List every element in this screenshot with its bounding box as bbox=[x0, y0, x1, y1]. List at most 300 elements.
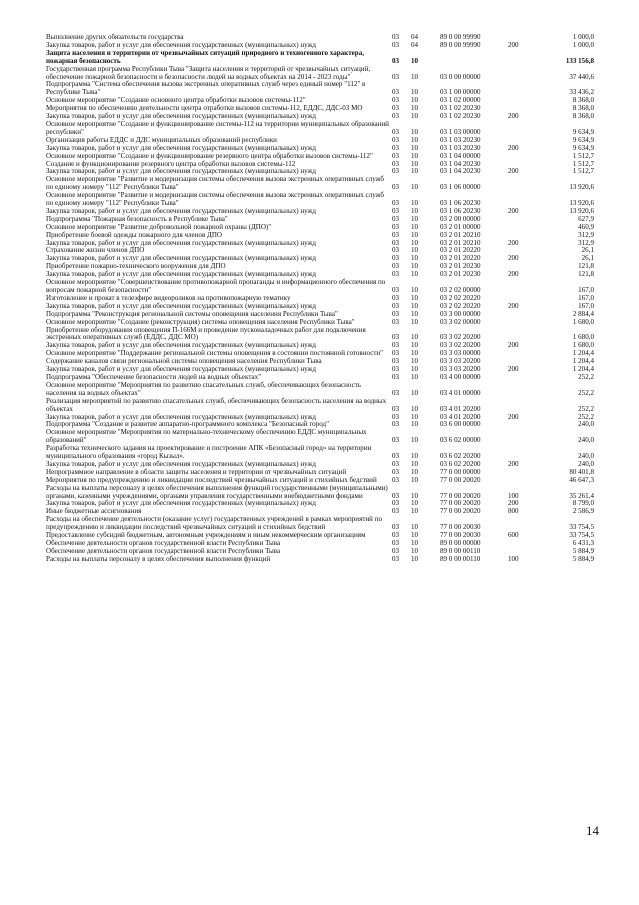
row-subsection: 10 bbox=[411, 246, 419, 255]
row-section: 03 bbox=[392, 72, 400, 81]
row-expense-type: 200 bbox=[508, 499, 519, 508]
row-section: 03 bbox=[392, 388, 400, 397]
row-subsection: 10 bbox=[411, 238, 419, 247]
row-subsection: 04 bbox=[411, 40, 419, 49]
row-subsection: 10 bbox=[411, 436, 419, 445]
row-expense-type: 200 bbox=[508, 238, 519, 247]
row-amount: 37 440,6 bbox=[569, 72, 594, 81]
table-row bbox=[46, 382, 594, 398]
row-section: 03 bbox=[392, 222, 400, 231]
table-row bbox=[46, 176, 594, 192]
row-name: Закупка товаров, работ и услуг для обеспечения государственных (муниципальных) нужд bbox=[46, 238, 316, 247]
row-name: Закупка товаров, работ и услуг для обеспечения государственных (муниципальных) нужд bbox=[46, 143, 316, 152]
row-subsection: 10 bbox=[411, 72, 419, 81]
row-name: Закупка товаров, работ и услуг для обеспечения государственных (муниципальных) нужд bbox=[46, 112, 316, 121]
row-name: Содержание каналов связи региональной системы оповещения населения Республики Тыва bbox=[46, 357, 322, 366]
row-amount: 26,1 bbox=[581, 246, 594, 255]
row-subsection: 10 bbox=[411, 467, 419, 476]
row-amount: 26,1 bbox=[581, 254, 594, 263]
row-expense-type bbox=[508, 97, 542, 105]
row-amount: 460,9 bbox=[578, 222, 594, 231]
row-subsection: 10 bbox=[411, 143, 419, 152]
row-section: 03 bbox=[392, 33, 400, 41]
row-expense-type bbox=[508, 319, 542, 327]
row-expense-type: 100 bbox=[508, 554, 519, 563]
row-amount: 35 261,4 bbox=[569, 491, 594, 500]
row-target-article: 03 6 02 20200 bbox=[440, 459, 481, 468]
row-name: Подпрограмма "Создание и развитие аппаратно-программного комплекса "Безопасный город" bbox=[46, 420, 329, 429]
row-section: 03 bbox=[392, 333, 400, 342]
row-expense-type bbox=[508, 50, 542, 66]
row-target-article: 03 1 02 20230 bbox=[440, 104, 481, 113]
row-expense-type: 200 bbox=[508, 167, 519, 176]
row-target-article: 03 2 01 20210 bbox=[440, 230, 481, 239]
row-section: 03 bbox=[392, 238, 400, 247]
row-section: 03 bbox=[392, 436, 400, 445]
row-target-article: 03 3 03 00000 bbox=[440, 349, 481, 358]
row-amount: 627,9 bbox=[578, 214, 594, 223]
row-name: Приобретение оборудования оповещения П-166М и проведение пусконаладочных работ для подключения экстренных оперативных служб (ЕДДС, ДДС МО) bbox=[46, 325, 366, 342]
row-section: 03 bbox=[392, 309, 400, 318]
row-section: 03 bbox=[392, 491, 400, 500]
row-amount: 312,9 bbox=[578, 238, 594, 247]
row-section: 03 bbox=[392, 112, 400, 121]
row-expense-type: 200 bbox=[508, 412, 519, 421]
row-amount: 312,9 bbox=[578, 230, 594, 239]
row-section: 03 bbox=[392, 286, 400, 294]
row-name: Основное мероприятие "Создание (реконструкция) системы оповещения населения Республики Тыва" bbox=[46, 317, 355, 326]
row-target-article: 03 6 02 20200 bbox=[440, 452, 481, 461]
row-target-article: 77 0 00 20030 bbox=[440, 523, 481, 532]
row-section: 03 bbox=[392, 554, 400, 563]
row-subsection: 10 bbox=[411, 372, 419, 381]
row-name: Подпрограмма "Пожарная безопасность в Республике Тыва" bbox=[46, 214, 228, 223]
row-amount: 5 884,9 bbox=[572, 546, 594, 555]
row-target-article: 77 0 00 20020 bbox=[440, 491, 481, 500]
table-row bbox=[46, 398, 594, 414]
row-target-article: 03 4 01 00000 bbox=[440, 388, 481, 397]
row-subsection: 10 bbox=[411, 254, 419, 263]
row-name: Подпрограмма "Система обеспечения вызова экстренных оперативных служб через единый номер "112" в Республике Тыва" bbox=[46, 80, 366, 97]
row-name: Создание и функционирование резервного центра обработки вызовов системы-112 bbox=[46, 159, 296, 168]
row-expense-type bbox=[508, 192, 542, 208]
row-section: 03 bbox=[392, 546, 400, 555]
row-target-article: 03 6 00 00000 bbox=[440, 420, 481, 429]
row-name: Закупка товаров, работ и услуг для обеспечения государственных (муниципальных) нужд bbox=[46, 206, 316, 215]
row-name: Закупка товаров, работ и услуг для обеспечения государственных (муниципальных) нужд bbox=[46, 499, 316, 508]
row-name: Организация работы ЕДДС и ДДС муниципальных образований республики bbox=[46, 135, 277, 144]
row-expense-type: 200 bbox=[508, 270, 519, 279]
row-section: 03 bbox=[392, 127, 400, 136]
row-name: Основное мероприятие "Поддержание региональной системы оповещения в состоянии постоянной готовности" bbox=[46, 349, 384, 358]
row-section: 03 bbox=[392, 56, 400, 65]
row-expense-type: 200 bbox=[508, 143, 519, 152]
row-section: 03 bbox=[392, 507, 400, 516]
row-name: Основное мероприятие "Создание и функционирование системы-112 на территории муниципальных образований республики" bbox=[46, 119, 389, 136]
row-section: 03 bbox=[392, 467, 400, 476]
row-target-article: 03 4 00 00000 bbox=[440, 372, 481, 381]
row-subsection: 10 bbox=[411, 301, 419, 310]
row-target-article: 77 0 00 00000 bbox=[440, 467, 481, 476]
row-amount: 1 680,0 bbox=[572, 333, 594, 342]
row-section: 03 bbox=[392, 159, 400, 168]
row-target-article: 03 3 02 20200 bbox=[440, 341, 481, 350]
row-section: 03 bbox=[392, 167, 400, 176]
row-amount: 13 920,6 bbox=[569, 206, 594, 215]
row-section: 03 bbox=[392, 531, 400, 540]
row-section: 03 bbox=[392, 539, 400, 547]
row-target-article: 03 2 01 20230 bbox=[440, 270, 481, 279]
row-amount: 1 204,4 bbox=[572, 349, 594, 358]
row-subsection: 10 bbox=[411, 459, 419, 468]
row-amount: 13 920,6 bbox=[569, 199, 594, 208]
row-subsection: 10 bbox=[411, 56, 419, 65]
row-subsection: 10 bbox=[411, 491, 419, 500]
row-subsection: 10 bbox=[411, 523, 419, 532]
row-subsection: 10 bbox=[411, 499, 419, 508]
row-target-article: 03 3 00 00000 bbox=[440, 309, 481, 318]
row-amount: 1 512,7 bbox=[572, 159, 594, 168]
row-target-article: 03 1 03 00000 bbox=[440, 127, 481, 136]
row-expense-type bbox=[508, 398, 542, 414]
row-expense-type: 200 bbox=[508, 112, 519, 121]
row-target-article: 03 1 00 00000 bbox=[440, 88, 481, 97]
row-target-article: 89 0 00 99990 bbox=[440, 33, 481, 41]
row-target-article: 03 1 03 20230 bbox=[440, 135, 481, 144]
row-subsection: 10 bbox=[411, 539, 419, 547]
row-section: 03 bbox=[392, 420, 400, 429]
row-amount: 121,8 bbox=[578, 270, 594, 279]
row-expense-type: 200 bbox=[508, 365, 519, 374]
row-name: Разработка технического задания на проектирование и построение АПК «Безопасный город» на территории муниципального образования «город Кызыл». bbox=[46, 444, 372, 461]
row-amount: 8 368,0 bbox=[572, 104, 594, 113]
row-expense-type bbox=[508, 216, 542, 224]
row-subsection: 10 bbox=[411, 333, 419, 342]
row-subsection: 10 bbox=[411, 420, 419, 429]
row-amount: 1 680,0 bbox=[572, 317, 594, 326]
table-row bbox=[46, 516, 594, 532]
row-expense-type bbox=[508, 350, 542, 358]
row-target-article: 03 2 02 20220 bbox=[440, 293, 481, 302]
row-target-article: 03 6 02 00000 bbox=[440, 436, 481, 445]
row-expense-type: 200 bbox=[508, 301, 519, 310]
row-section: 03 bbox=[392, 246, 400, 255]
row-section: 03 bbox=[392, 412, 400, 421]
row-target-article: 89 0 00 00110 bbox=[440, 554, 481, 563]
row-expense-type bbox=[508, 445, 542, 461]
row-amount: 9 634,9 bbox=[572, 135, 594, 144]
row-subsection: 10 bbox=[411, 230, 419, 239]
row-subsection: 10 bbox=[411, 88, 419, 97]
row-amount: 6 431,3 bbox=[572, 539, 594, 547]
row-name: Основное мероприятие "Развитие добровольной пожарной охраны (ДПО)" bbox=[46, 222, 272, 231]
table-row bbox=[46, 429, 594, 445]
row-section: 03 bbox=[392, 270, 400, 279]
row-section: 03 bbox=[392, 135, 400, 144]
row-target-article: 03 4 01 20200 bbox=[440, 404, 481, 413]
row-section: 03 bbox=[392, 104, 400, 113]
row-section: 03 bbox=[392, 301, 400, 310]
row-subsection: 10 bbox=[411, 317, 419, 326]
row-amount: 1 512,7 bbox=[572, 151, 594, 160]
row-target-article: 03 1 03 20230 bbox=[440, 143, 481, 152]
row-amount: 8 368,0 bbox=[572, 96, 594, 105]
row-target-article: 89 0 00 00000 bbox=[440, 539, 481, 547]
row-subsection: 10 bbox=[411, 404, 419, 413]
row-subsection: 10 bbox=[411, 222, 419, 231]
row-name: Закупка товаров, работ и услуг для обеспечения государственных (муниципальных) нужд bbox=[46, 412, 316, 421]
table-row bbox=[46, 121, 594, 137]
row-amount: 252,2 bbox=[578, 404, 594, 413]
row-section: 03 bbox=[392, 206, 400, 215]
row-target-article: 03 2 01 20210 bbox=[440, 238, 481, 247]
row-subsection: 10 bbox=[411, 412, 419, 421]
row-section: 03 bbox=[392, 214, 400, 223]
row-target-article: 03 1 04 00000 bbox=[440, 151, 481, 160]
row-expense-type bbox=[508, 374, 542, 382]
row-amount: 46 647,3 bbox=[569, 475, 594, 484]
row-target-article: 03 1 04 20230 bbox=[440, 159, 481, 168]
row-name: Закупка товаров, работ и услуг для обеспечения государственных (муниципальных) нужд bbox=[46, 270, 316, 279]
row-expense-type: 600 bbox=[508, 531, 519, 540]
row-target-article: 03 2 01 20220 bbox=[440, 246, 481, 255]
row-name: Подпрограмма "Реконструкция региональной системы оповещения населения Республики Тыва" bbox=[46, 309, 338, 318]
row-name: Обеспечение деятельности органов государственной власти Республики Тыва bbox=[46, 546, 281, 555]
row-target-article: 03 2 01 20220 bbox=[440, 254, 481, 263]
row-section: 03 bbox=[392, 96, 400, 105]
row-expense-type bbox=[508, 421, 542, 429]
row-expense-type bbox=[508, 176, 542, 192]
budget-table-body bbox=[46, 34, 594, 564]
row-target-article bbox=[440, 50, 508, 66]
row-section: 03 bbox=[392, 293, 400, 302]
row-section: 03 bbox=[392, 183, 400, 192]
table-row bbox=[46, 327, 594, 343]
row-name: Защита населения и территории от чрезвычайных ситуаций природного и техногенного характера, пожарная безопасность bbox=[46, 48, 365, 65]
row-expense-type bbox=[508, 311, 542, 319]
row-target-article: 03 3 02 20200 bbox=[440, 333, 481, 342]
row-target-article: 03 1 02 00000 bbox=[440, 96, 481, 105]
row-name: Подпрограмма "Обеспечение безопасности людей на водных объектах" bbox=[46, 372, 262, 381]
row-name: Основное мероприятие "Мероприятия по материально-техническому обеспечению ЕДДС муниципальных образований" bbox=[46, 428, 367, 445]
row-name: Закупка товаров, работ и услуг для обеспечения государственных (муниципальных) нужд bbox=[46, 40, 316, 49]
row-amount: 240,0 bbox=[578, 459, 594, 468]
row-expense-type: 200 bbox=[508, 40, 519, 49]
row-amount: 240,0 bbox=[578, 420, 594, 429]
row-target-article: 03 1 06 00000 bbox=[440, 183, 481, 192]
row-section: 03 bbox=[392, 199, 400, 208]
row-name: Государственная программа Республики Тыва "Защита населения и территорий от чрезвычайных ситуаций, обеспечение пожарной безопасности и безопасности людей на водных объектах на 2014 - 2023 годы" bbox=[46, 64, 371, 81]
row-subsection: 10 bbox=[411, 349, 419, 358]
row-subsection: 10 bbox=[411, 270, 419, 279]
row-name: Приобретение пожарно-технического вооружения для ДПО bbox=[46, 262, 226, 271]
row-expense-type: 100 bbox=[508, 491, 519, 500]
row-amount: 8 368,0 bbox=[572, 112, 594, 121]
budget-page bbox=[46, 34, 594, 564]
row-subsection: 10 bbox=[411, 167, 419, 176]
row-subsection: 10 bbox=[411, 365, 419, 374]
row-name: Выполнение других обязательств государства bbox=[46, 33, 184, 41]
table-row bbox=[46, 66, 594, 82]
row-target-article: 03 3 03 20200 bbox=[440, 357, 481, 366]
row-expense-type: 200 bbox=[508, 254, 519, 263]
row-expense-type: 200 bbox=[508, 459, 519, 468]
row-subsection: 10 bbox=[411, 475, 419, 484]
row-name: Закупка товаров, работ и услуг для обеспечения государственных (муниципальных) нужд bbox=[46, 459, 316, 468]
row-section: 03 bbox=[392, 357, 400, 366]
row-subsection: 10 bbox=[411, 357, 419, 366]
row-subsection: 10 bbox=[411, 199, 419, 208]
row-target-article: 03 1 04 20230 bbox=[440, 167, 481, 176]
row-amount: 1 680,0 bbox=[572, 341, 594, 350]
row-subsection: 10 bbox=[411, 214, 419, 223]
row-subsection: 10 bbox=[411, 341, 419, 350]
row-expense-type bbox=[508, 81, 542, 97]
row-name: Изготовление и прокат в телеэфире видеороликов на противопожарную тематику bbox=[46, 293, 291, 302]
row-subsection: 10 bbox=[411, 135, 419, 144]
row-target-article: 03 3 03 20200 bbox=[440, 365, 481, 374]
row-name: Основное мероприятие "Совершенствование противопожарной пропаганды и информационного обеспечения по вопросам пожарной безопасности" bbox=[46, 278, 386, 294]
row-subsection: 10 bbox=[411, 262, 419, 271]
row-section: 03 bbox=[392, 341, 400, 350]
row-amount: 9 634,9 bbox=[572, 143, 594, 152]
row-section: 03 bbox=[392, 40, 400, 49]
row-target-article: 03 2 01 00000 bbox=[440, 222, 481, 231]
row-subsection: 10 bbox=[411, 388, 419, 397]
row-target-article: 03 2 00 00000 bbox=[440, 214, 481, 223]
row-target-article: 77 0 00 20020 bbox=[440, 475, 481, 484]
row-amount: 1 000,0 bbox=[572, 33, 594, 41]
row-subsection: 10 bbox=[411, 159, 419, 168]
row-name: Непрограммное направление в области защиты населения и территории от чрезвычайных ситуаций bbox=[46, 467, 347, 476]
row-target-article: 03 1 02 20230 bbox=[440, 112, 481, 121]
row-amount: 13 920,6 bbox=[569, 183, 594, 192]
row-name: Обеспечение деятельности органов государственной власти Республики Тыва bbox=[46, 539, 281, 547]
row-name: Основное мероприятие "Развитие и модернизация системы обеспечения вызова экстренных оперативных служб по единому номеру "112" Республики Тыва" bbox=[46, 191, 384, 208]
row-amount: 80 401,8 bbox=[569, 467, 594, 476]
row-amount: 8 799,0 bbox=[572, 499, 594, 508]
row-target-article: 03 0 00 00000 bbox=[440, 72, 481, 81]
row-name: Закупка товаров, работ и услуг для обеспечения государственных (муниципальных) нужд bbox=[46, 167, 316, 176]
row-subsection: 10 bbox=[411, 151, 419, 160]
row-target-article: 03 1 06 20230 bbox=[440, 199, 481, 208]
row-section: 03 bbox=[392, 523, 400, 532]
row-amount: 167,0 bbox=[578, 286, 594, 294]
row-expense-type bbox=[508, 516, 542, 532]
row-amount: 33 436,2 bbox=[569, 88, 594, 97]
row-section: 03 bbox=[392, 404, 400, 413]
row-subsection: 10 bbox=[411, 507, 419, 516]
row-target-article: 03 3 02 00000 bbox=[440, 317, 481, 326]
row-section: 03 bbox=[392, 452, 400, 461]
row-amount: 33 754,5 bbox=[569, 523, 594, 532]
row-name: Мероприятия по предупреждению и ликвидации последствий чрезвычайных ситуаций и стихийных бедствий bbox=[46, 475, 377, 484]
table-row bbox=[46, 81, 594, 97]
row-section: 03 bbox=[392, 475, 400, 484]
row-expense-type bbox=[508, 429, 542, 445]
row-amount: 252,2 bbox=[578, 388, 594, 397]
row-expense-type bbox=[508, 540, 542, 548]
row-name: Реализация мероприятий по развитию спасательных служб, обеспечивающих безопасность населения на водных объектах bbox=[46, 396, 387, 413]
budget-table bbox=[46, 34, 594, 564]
row-subsection: 10 bbox=[411, 112, 419, 121]
row-target-article: 03 2 02 20220 bbox=[440, 301, 481, 310]
row-section: 03 bbox=[392, 499, 400, 508]
table-row bbox=[46, 485, 594, 501]
row-subsection: 10 bbox=[411, 183, 419, 192]
row-name: Основное мероприятие "Создание основного центра обработки вызовов системы-112" bbox=[46, 96, 306, 105]
row-expense-type: 200 bbox=[508, 206, 519, 215]
row-amount: 121,8 bbox=[578, 262, 594, 271]
row-section: 03 bbox=[392, 262, 400, 271]
row-subsection: 10 bbox=[411, 554, 419, 563]
row-subsection: 10 bbox=[411, 206, 419, 215]
row-section: 03 bbox=[392, 254, 400, 263]
row-expense-type bbox=[508, 382, 542, 398]
row-amount: 2 884,4 bbox=[572, 309, 594, 318]
row-target-article: 89 0 00 00110 bbox=[440, 546, 481, 555]
row-amount: 167,0 bbox=[578, 293, 594, 302]
row-amount: 240,0 bbox=[578, 436, 594, 445]
row-section: 03 bbox=[392, 230, 400, 239]
page-number: 14 bbox=[586, 823, 599, 838]
row-subsection: 10 bbox=[411, 309, 419, 318]
row-expense-type bbox=[508, 121, 542, 137]
row-subsection: 10 bbox=[411, 546, 419, 555]
row-target-article: 77 0 00 20020 bbox=[440, 499, 481, 508]
row-name: Мероприятия по обеспечению деятельности центра отработки вызовов системы-112, ЕДДС, ДДС-03 МО bbox=[46, 104, 363, 113]
row-section: 03 bbox=[392, 372, 400, 381]
row-amount: 167,0 bbox=[578, 301, 594, 310]
row-name: Основное мероприятие "Мероприятия по развитию спасательных служб, обеспечивающих безопасность населения на водных объектах" bbox=[46, 380, 362, 397]
row-section: 03 bbox=[392, 151, 400, 160]
row-target-article: 03 2 01 20230 bbox=[440, 262, 481, 271]
table-row bbox=[46, 279, 594, 295]
row-name: Предоставление субсидий бюджетным, автономным учреждениям и иным некоммерческим организациям bbox=[46, 531, 366, 540]
row-amount: 240,0 bbox=[578, 452, 594, 461]
row-amount: 2 586,9 bbox=[572, 507, 594, 516]
row-expense-type bbox=[508, 279, 542, 295]
row-name: Основное мероприятие "Развитие и модернизация системы обеспечения вызова экстренных оперативных служб по единому номеру "112" Республики Тыва" bbox=[46, 175, 384, 192]
row-amount: 252,2 bbox=[578, 372, 594, 381]
row-expense-type bbox=[508, 224, 542, 232]
row-amount: 9 634,9 bbox=[572, 127, 594, 136]
row-amount: 1 204,4 bbox=[572, 357, 594, 366]
row-target-article: 03 1 06 20230 bbox=[440, 206, 481, 215]
row-expense-type: 800 bbox=[508, 507, 519, 516]
row-amount: 252,2 bbox=[578, 412, 594, 421]
row-target-article: 03 4 01 20200 bbox=[440, 412, 481, 421]
row-name: Расходы на выплаты персоналу в целях обеспечения выполнения функций государственными (муниципальными) органами, казенными учреждениями, органами управления государственными внебюджетными фондами bbox=[46, 483, 388, 500]
row-target-article: 03 2 02 00000 bbox=[440, 286, 481, 294]
row-name: Приобретение боевой одежды пожарного для членов ДПО bbox=[46, 230, 223, 239]
row-amount: 5 884,9 bbox=[572, 554, 594, 563]
row-name: Иные бюджетные ассигнования bbox=[46, 507, 142, 516]
row-section: 03 bbox=[392, 143, 400, 152]
table-row bbox=[46, 50, 594, 66]
row-subsection: 10 bbox=[411, 293, 419, 302]
row-subsection: 04 bbox=[411, 33, 419, 41]
row-name: Закупка товаров, работ и услуг для обеспечения государственных (муниципальных) нужд bbox=[46, 341, 316, 350]
row-amount: 133 156,8 bbox=[565, 56, 594, 65]
row-amount: 33 754,5 bbox=[569, 531, 594, 540]
row-section: 03 bbox=[392, 349, 400, 358]
row-expense-type bbox=[508, 477, 542, 485]
row-amount: 1 512,7 bbox=[572, 167, 594, 176]
row-expense-type bbox=[508, 327, 542, 343]
row-name: Закупка товаров, работ и услуг для обеспечения государственных (муниципальных) нужд bbox=[46, 301, 316, 310]
table-row bbox=[46, 445, 594, 461]
